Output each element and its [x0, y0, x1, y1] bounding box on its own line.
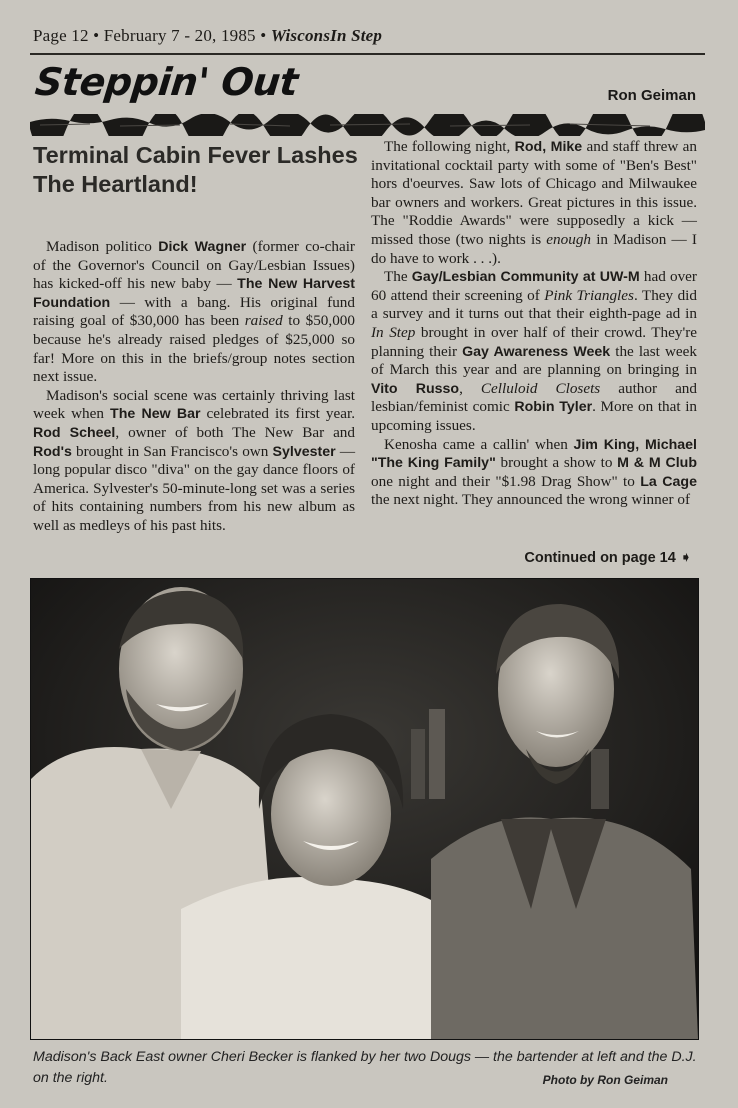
paragraph: The following night, Rod, Mike and staff threw an invitational cocktail party with some of "Ben's Best" hors d'oeurves. Saw lots of Chicago and Milwaukee bar owners and workers. Great pictures in this issue. The "Roddie Awards" were supposedly a kick — missed those (two nights is enough in Madison — I do have to work . . .). [371, 138, 697, 267]
byline: Ron Geiman [607, 87, 696, 104]
article-column-left [33, 238, 355, 536]
paragraph: Kenosha came a callin' when Jim King, Michael "The King Family" brought a show to M & M Club one night and their "$1.98 Drag Show" to La Cage the next night. They announced the wrong winner of [371, 435, 697, 509]
photograph [30, 578, 699, 1040]
page-number: Page 12 [33, 26, 89, 45]
photo-illustration [31, 579, 698, 1039]
column-title: Steppin' Out [33, 60, 300, 104]
photo-credit: Photo by Ron Geiman [542, 1073, 668, 1087]
paragraph: Madison politico Dick Wagner (former co-chair of the Governor's Council on Gay/Lesbian Issues) has kicked-off his new baby — The New Harvest Foundation — with a bang. His original fund raising goal of $30,000 has been raised to $50,000 because he's already raised pledges of $25,000 so far! More on this in the briefs/group notes section next issue. [33, 238, 355, 386]
paragraph: The Gay/Lesbian Community at UW-M had over 60 attend their screening of Pink Triangles. They did a survey and it turns out that their eighth-page ad in In Step brought in over half of their crowd. They're planning their Gay Awareness Week the last week of March this year and are planning on bringing in Vito Russo, Celluloid Closets author and lesbian/feminist comic Robin Tyler. More on that in upcoming issues. [371, 268, 698, 434]
page-header: Page 12 • February 7 - 20, 1985 • WisconsIn Step [33, 26, 383, 45]
brush-stroke-divider [30, 114, 705, 136]
arrow-icon: ➧ [679, 550, 692, 566]
photo-caption: Madison's Back East owner Cheri Becker is flanked by her two Dougs — the bartender at left and the D.J. on the right. [33, 1049, 697, 1086]
article-headline: Terminal Cabin Fever Lashes The Heartland! [33, 142, 358, 197]
article-column-right [371, 138, 697, 510]
issue-date: February 7 - 20, 1985 [103, 26, 256, 45]
continued-link[interactable]: Continued on page 14 ➧ [524, 550, 692, 566]
header-rule [30, 53, 705, 55]
publication-name: WisconsIn Step [270, 26, 383, 45]
paragraph: Madison's social scene was certainly thriving last week when The New Bar celebrated its first year. Rod Scheel, owner of both The New Bar and Rod's brought in San Francisco's own Sylvester — long popular disco "diva" on the gay dance floors of America. Sylvester's 50-minute-long set was a series of hits containing numbers from his new album as well as medleys of his past hits. [33, 386, 356, 534]
